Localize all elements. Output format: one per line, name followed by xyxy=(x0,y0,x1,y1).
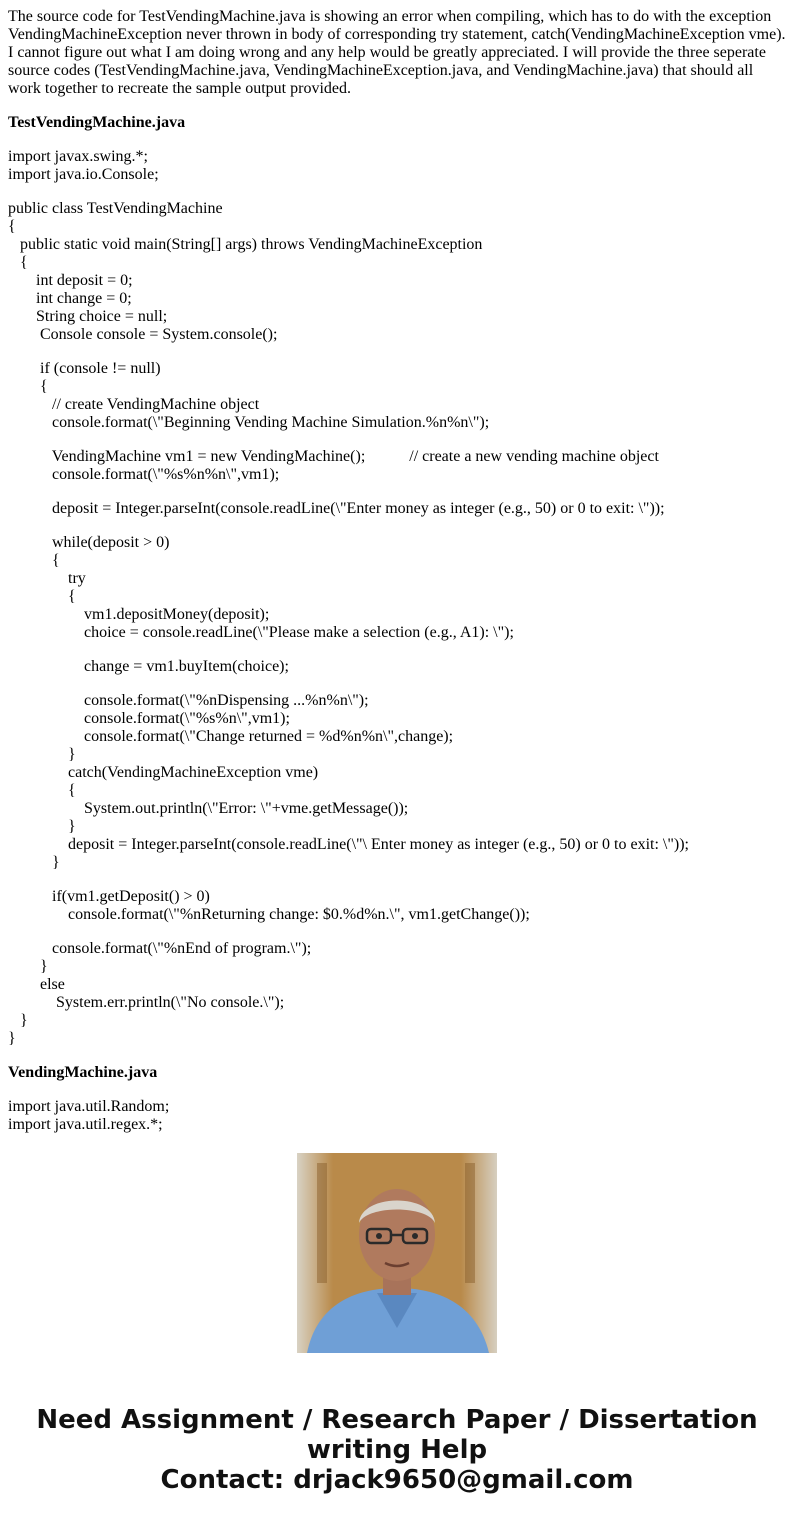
author-photo xyxy=(297,1153,497,1353)
code-line: VendingMachine vm1 = new VendingMachine(); // create a new vending machine object xyxy=(8,448,659,465)
code-line: int deposit = 0; xyxy=(8,272,133,289)
code-line: // create VendingMachine object xyxy=(8,396,260,413)
code-line: String choice = null; xyxy=(8,308,168,325)
code-line: } xyxy=(8,1030,16,1047)
code-line: try xyxy=(8,570,86,587)
code-line: while(deposit > 0) xyxy=(8,534,170,551)
code-line: choice = console.readLine(\"Please make a selection (e.g., A1): \"); xyxy=(8,624,514,641)
code-line: } xyxy=(8,818,76,835)
code-line: if (console != null) xyxy=(8,360,161,377)
code-line: } xyxy=(8,958,48,975)
code-line: deposit = Integer.parseInt(console.readLine(\"\ Enter money as integer (e.g., 50) or 0 to exit: \")); xyxy=(8,836,689,853)
code-line: console.format(\"%nDispensing ...%n%n\"); xyxy=(8,692,369,709)
code-line: } xyxy=(8,854,60,871)
code-line: else xyxy=(8,976,65,993)
code-line: { xyxy=(8,218,16,235)
code-line: public static void main(String[] args) throws VendingMachineException xyxy=(8,236,483,253)
code-line: console.format(\"Change returned = %d%n%n\",change); xyxy=(8,728,454,745)
code-line: console.format(\"Beginning Vending Machine Simulation.%n%n\"); xyxy=(8,414,490,431)
code-line: { xyxy=(8,588,76,605)
banner-line-1: Need Assignment / Research Paper / Dissertation xyxy=(36,1405,758,1435)
code-line: System.out.println(\"Error: \"+vme.getMessage()); xyxy=(8,800,409,817)
question-text: The source code for TestVendingMachine.java is showing an error when compiling, which has to do with the exception VendingMachineException never thrown in body of corresponding try statement, catch(VendingMachineException vme). I cannot figure out what I am doing wrong and any help would be greatly appreciated. I will provide the three seperate source codes (TestVendingMachine.java, VendingMachineException.java, and VendingMachine.java) that should all work together to recreate the sample output provided. xyxy=(8,8,786,97)
code-line: console.format(\"%s%n%n\",vm1); xyxy=(8,466,280,483)
code-line: deposit = Integer.parseInt(console.readLine(\"Enter money as integer (e.g., 50) or 0 to exit: \")); xyxy=(8,500,665,517)
banner-line-2: writing Help xyxy=(306,1435,488,1465)
code-line: import java.util.regex.*; xyxy=(8,1116,163,1133)
code-line: import java.io.Console; xyxy=(8,166,159,183)
code-line: console.format(\"%s%n\",vm1); xyxy=(8,710,290,727)
code-line: } xyxy=(8,746,76,763)
code-line: console.format(\"%nEnd of program.\"); xyxy=(8,940,312,957)
code-line: if(vm1.getDeposit() > 0) xyxy=(8,888,210,905)
code-line: System.err.println(\"No console.\"); xyxy=(8,994,285,1011)
file-heading-test-vending-machine: TestVendingMachine.java xyxy=(8,114,186,131)
code-line: { xyxy=(8,378,48,395)
code-line: { xyxy=(8,782,76,799)
file-heading-vending-machine: VendingMachine.java xyxy=(8,1064,158,1081)
code-line: { xyxy=(8,552,60,569)
code-line: Console console = System.console(); xyxy=(8,326,278,343)
author-photo-drawing xyxy=(297,1153,497,1353)
code-line: change = vm1.buyItem(choice); xyxy=(8,658,289,675)
banner-contact: Contact: drjack9650@gmail.com xyxy=(160,1465,634,1495)
code-line: } xyxy=(8,1012,28,1029)
code-line: int change = 0; xyxy=(8,290,132,307)
code-line: vm1.depositMoney(deposit); xyxy=(8,606,270,623)
code-line: public class TestVendingMachine xyxy=(8,200,223,217)
code-line: { xyxy=(8,254,28,271)
code-line: console.format(\"%nReturning change: $0.%d%n.\", vm1.getChange()); xyxy=(8,906,530,923)
code-line: import java.util.Random; xyxy=(8,1098,170,1115)
code-line: import javax.swing.*; xyxy=(8,148,148,165)
code-line: catch(VendingMachineException vme) xyxy=(8,764,319,781)
